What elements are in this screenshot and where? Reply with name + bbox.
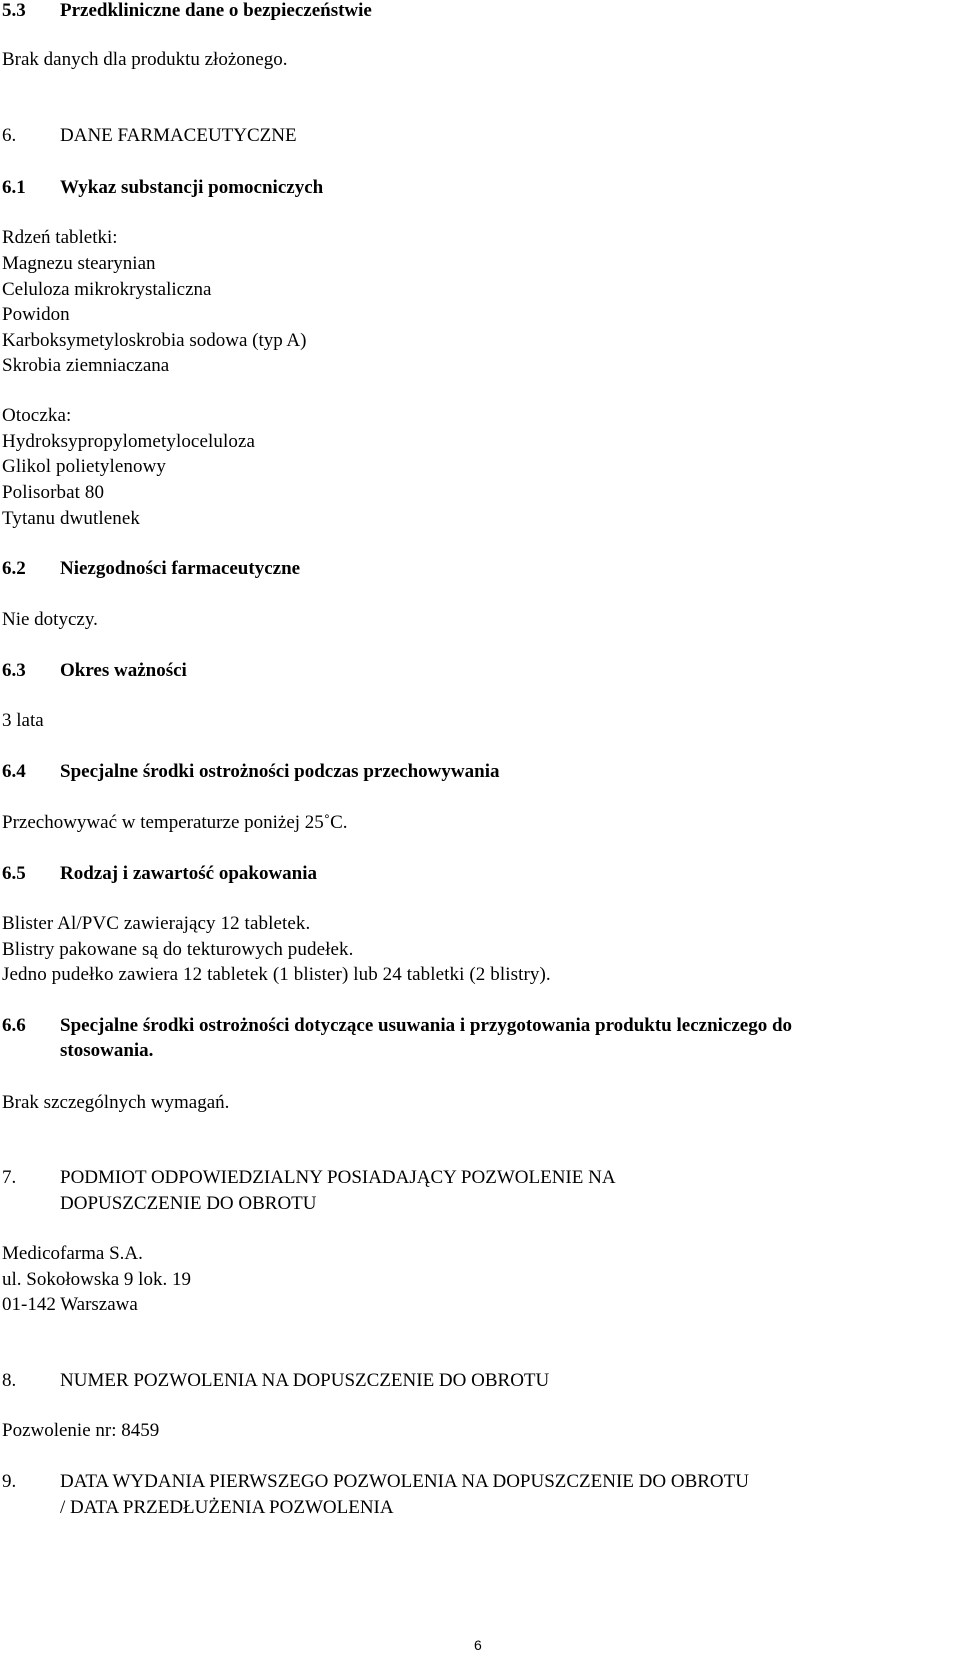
section-title: NUMER POZWOLENIA NA DOPUSZCZENIE DO OBROTU bbox=[60, 1370, 550, 1391]
text-6-3: 3 lata bbox=[2, 710, 44, 731]
section-title: Rodzaj i zawartość opakowania bbox=[60, 863, 318, 884]
list-item: Tytanu dwutlenek bbox=[2, 508, 140, 529]
heading-6-1 bbox=[2, 177, 323, 200]
list-item: Magnezu stearynian bbox=[2, 253, 156, 274]
address-line: ul. Sokołowska 9 lok. 19 bbox=[2, 1269, 191, 1290]
list-item: Karboksymetyloskrobia sodowa (typ A) bbox=[2, 330, 307, 351]
text-8: Pozwolenie nr: 8459 bbox=[2, 1420, 160, 1441]
text-line: Blister Al/PVC zawierający 12 tabletek. bbox=[2, 913, 311, 934]
address-line: Medicofarma S.A. bbox=[2, 1243, 143, 1264]
list-item: Powidon bbox=[2, 304, 70, 325]
section-title: Specjalne środki ostrożności dotyczące usuwania i przygotowania produktu leczniczego do bbox=[60, 1015, 793, 1036]
section-number: 6.2 bbox=[2, 558, 26, 579]
section-number: 6.3 bbox=[2, 660, 26, 681]
section-title: Specjalne środki ostrożności podczas przechowywania bbox=[60, 761, 500, 782]
section-title: Wykaz substancji pomocniczych bbox=[60, 177, 324, 198]
heading-6-6 bbox=[2, 1015, 792, 1038]
core-label: Rdzeń tabletki: bbox=[2, 227, 118, 248]
text-6-2: Nie dotyczy. bbox=[2, 609, 98, 630]
section-title: DANE FARMACEUTYCZNE bbox=[60, 125, 297, 146]
list-item: Celuloza mikrokrystaliczna bbox=[2, 279, 212, 300]
section-title-continuation: stosowania. bbox=[60, 1040, 154, 1061]
heading-6 bbox=[2, 125, 297, 148]
section-title-continuation: DOPUSZCZENIE DO OBROTU bbox=[60, 1193, 317, 1214]
section-number: 9. bbox=[2, 1471, 17, 1492]
heading-5-3 bbox=[2, 0, 372, 23]
section-title: Przedkliniczne dane o bezpieczeństwie bbox=[60, 0, 372, 21]
heading-6-4 bbox=[2, 761, 499, 784]
heading-6-3 bbox=[2, 660, 187, 683]
text-6-6: Brak szczególnych wymagań. bbox=[2, 1092, 230, 1113]
section-number: 8. bbox=[2, 1370, 17, 1391]
address-line: 01-142 Warszawa bbox=[2, 1294, 138, 1315]
section-number: 5.3 bbox=[2, 0, 26, 21]
page-number: 6 bbox=[474, 1637, 482, 1653]
list-item: Polisorbat 80 bbox=[2, 482, 105, 503]
section-number: 6.5 bbox=[2, 863, 26, 884]
section-title: PODMIOT ODPOWIEDZIALNY POSIADAJĄCY POZWOLENIE NA bbox=[60, 1167, 616, 1188]
heading-9 bbox=[2, 1471, 749, 1494]
section-title: Okres ważności bbox=[60, 660, 187, 681]
list-item: Skrobia ziemniaczana bbox=[2, 355, 170, 376]
section-number: 6.6 bbox=[2, 1015, 26, 1036]
list-item: Hydroksypropylometyloceluloza bbox=[2, 431, 256, 452]
coat-label: Otoczka: bbox=[2, 405, 72, 426]
heading-6-5 bbox=[2, 863, 317, 886]
heading-6-2 bbox=[2, 558, 300, 581]
text-line: Jedno pudełko zawiera 12 tabletek (1 blister) lub 24 tabletki (2 blistry). bbox=[2, 964, 551, 985]
text-line: Blistry pakowane są do tekturowych pudełek. bbox=[2, 939, 354, 960]
section-number: 6.4 bbox=[2, 761, 26, 782]
text-5-3: Brak danych dla produktu złożonego. bbox=[2, 49, 288, 70]
list-item: Glikol polietylenowy bbox=[2, 456, 167, 477]
section-title-continuation: / DATA PRZEDŁUŻENIA POZWOLENIA bbox=[60, 1497, 394, 1518]
section-number: 7. bbox=[2, 1167, 17, 1188]
text-6-4: Przechowywać w temperaturze poniżej 25˚C. bbox=[2, 812, 348, 833]
heading-8 bbox=[2, 1370, 549, 1393]
section-number: 6.1 bbox=[2, 177, 26, 198]
section-title: DATA WYDANIA PIERWSZEGO POZWOLENIA NA DOPUSZCZENIE DO OBROTU bbox=[60, 1471, 749, 1492]
section-number: 6. bbox=[2, 125, 17, 146]
heading-7 bbox=[2, 1167, 616, 1190]
section-title: Niezgodności farmaceutyczne bbox=[60, 558, 301, 579]
